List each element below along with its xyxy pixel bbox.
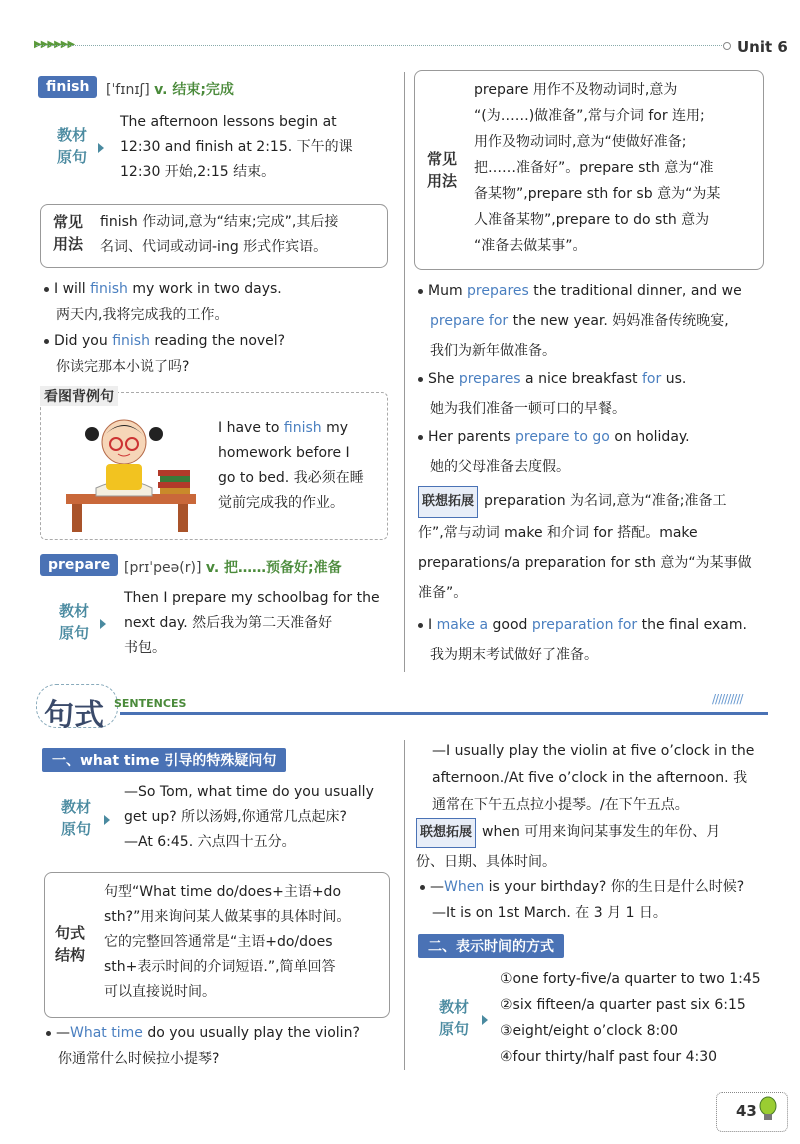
label-line: 结构 (54, 946, 85, 964)
text-line: preparations/a preparation for sth 意为“为某事做 (418, 555, 752, 571)
section-bar (120, 712, 768, 715)
keyword: finish (90, 281, 128, 297)
arrow-icon (100, 619, 106, 629)
sentences-extension (416, 818, 772, 876)
arrow-icon (482, 1015, 488, 1025)
unit-label: Unit 6 (737, 38, 788, 56)
label-line: 用法 (52, 235, 83, 253)
text-line: 书包。 (124, 640, 166, 656)
structure-label (52, 922, 88, 966)
text: — (56, 1025, 70, 1041)
text-line: 作”,常与动词 make 和介词 for 搭配。make (418, 525, 698, 541)
text-line: 用作及物动词时,意为“使做好准备; (474, 134, 687, 150)
keyword: finish (283, 420, 322, 436)
text: is your birthday? 你的生日是什么时候? (484, 879, 745, 895)
finish-phonetic-line (106, 79, 234, 99)
text-line: get up? 所以汤姆,你通常几点起床? (124, 809, 347, 825)
text-line: —At 6:45. 六点四十五分。 (124, 834, 296, 850)
text-line: 12:30 and finish at 2:15. 下午的课 (120, 139, 353, 155)
label-line: 教材 (438, 998, 469, 1016)
text: my work in two days. (127, 281, 282, 297)
label-line: 用法 (426, 172, 457, 190)
word-tag-prepare: prepare (40, 554, 118, 576)
translation: 我们为新年做准备。 (430, 343, 556, 359)
text: the final exam. (637, 617, 747, 633)
text-line: 准备”。 (418, 585, 468, 601)
time-expressions (500, 966, 776, 1070)
header-rule (36, 45, 722, 46)
girl-studying-illustration (66, 408, 196, 532)
bullet-icon (420, 885, 425, 890)
text: I have to (218, 420, 284, 436)
keyword: finish (112, 333, 150, 349)
column-divider-2 (404, 740, 405, 1070)
bullet-icon (44, 287, 49, 292)
text: I (428, 617, 437, 633)
finish-example-1 (44, 276, 394, 328)
bullet-icon (44, 339, 49, 344)
text-line: The afternoon lessons begin at (120, 114, 337, 130)
translation: 她的父母准备去度假。 (430, 459, 570, 475)
text-line: 12:30 开始,2:15 结束。 (120, 164, 276, 180)
keyword: make a (436, 617, 489, 633)
section-title: 句式 (44, 698, 104, 733)
prepare-phonetic-line (124, 557, 342, 577)
label-line: 原句 (60, 820, 91, 838)
text: on holiday. (609, 429, 690, 445)
text-line: 句型“What time do/does+主语+do (104, 884, 342, 900)
subsection-band-1: 一、what time 引导的特殊疑问句 (42, 748, 286, 772)
keyword: When (444, 879, 485, 895)
sentences-example-2 (420, 874, 774, 926)
text: the traditional dinner, and we (528, 283, 742, 299)
bullet-icon (418, 377, 423, 382)
sentences-example-1 (46, 1020, 398, 1072)
bullet-icon (418, 435, 423, 440)
finish-phonetic: [ˈfɪnɪʃ] (106, 82, 150, 98)
answer: —It is on 1st March. 在 3 月 1 日。 (432, 905, 667, 921)
text-line: Then I prepare my schoolbag for the (124, 590, 380, 606)
page-number: 43 (736, 1102, 757, 1120)
finish-meaning: v. 结束;完成 (154, 82, 234, 98)
text-line: finish 作动词,意为“结束;完成”,其后接 (100, 214, 339, 230)
label-line: 句式 (54, 924, 85, 942)
text: do you usually play the violin? (142, 1025, 360, 1041)
prepare-example-2 (418, 364, 770, 424)
text: — (430, 879, 444, 895)
prepare-phonetic: [prɪˈpeə(r)] (124, 560, 202, 576)
extension-tag: 联想拓展 (416, 818, 476, 848)
text-line: next day. 然后我为第二天准备好 (124, 615, 333, 631)
text-line: 通常在下午五点拉小提琴。/在下午五点。 (432, 797, 689, 813)
header-arrows-decoration: ▶▶▶▶▶▶ (34, 39, 75, 50)
prepare-source-text (124, 586, 382, 661)
header-circle-icon (723, 42, 731, 50)
bullet-icon (418, 623, 423, 628)
label-line: 教材 (58, 602, 89, 620)
text-line: “准备去做某事”。 (474, 238, 587, 254)
keyword: prepares (467, 283, 529, 299)
time-item: ③eight/eight o’clock 8:00 (500, 1023, 679, 1039)
keyword: preparation for (531, 617, 638, 633)
text: us. (661, 371, 687, 387)
keyword: prepare to go (514, 429, 610, 445)
time-source-label (436, 996, 472, 1040)
text-line: 名词、代词或动词-ing 形式作宾语。 (100, 239, 328, 255)
column-divider (404, 72, 405, 672)
label-line: 教材 (56, 126, 87, 144)
text-line: 它的完整回答通常是“主语+do/does (104, 934, 333, 950)
text: Her parents (428, 429, 515, 445)
text: I will (54, 281, 91, 297)
section-subtitle: SENTENCES (114, 697, 187, 710)
label-line: 教材 (60, 798, 91, 816)
prepare-example-3 (418, 422, 770, 482)
text: She (428, 371, 459, 387)
label-line: 原句 (56, 148, 87, 166)
finish-source-text (120, 110, 382, 185)
translation: 你读完那本小说了吗? (56, 359, 190, 375)
time-item: ④four thirty/half past four 4:30 (500, 1049, 718, 1065)
label-line: 常见 (426, 150, 457, 168)
text-line: sth?”用来询问某人做某事的具体时间。 (104, 909, 351, 925)
label-line: 常见 (52, 213, 83, 231)
text: Mum (428, 283, 468, 299)
picture-box-title: 看图背例句 (40, 386, 118, 406)
keyword: What time (70, 1025, 143, 1041)
text: reading the novel? (149, 333, 286, 349)
text: my (321, 420, 349, 436)
text-line: 人准备某物”,prepare to do sth 意为 (474, 212, 710, 228)
time-item: ②six fifteen/a quarter past six 6:15 (500, 997, 746, 1013)
text-line: afternoon./At five o’clock in the afternoon. 我 (432, 770, 748, 786)
prepare-meaning: v. 把……预备好;准备 (205, 560, 342, 576)
arrow-icon (104, 815, 110, 825)
text-line: 备某物”,prepare sth for sb 意为“为某 (474, 186, 721, 202)
finish-usage-text (100, 210, 382, 260)
prepare-usage-label (424, 148, 460, 192)
text-line: “(为……)做准备”,常与介词 for 连用; (474, 108, 705, 124)
structure-text (104, 880, 384, 1005)
text: good (488, 617, 532, 633)
label-line: 原句 (438, 1020, 469, 1038)
text: a nice breakfast (520, 371, 642, 387)
lightbulb-icon (758, 1096, 778, 1122)
prepare-source-label (56, 600, 92, 644)
finish-usage-label (50, 211, 86, 255)
finish-example-2 (44, 328, 394, 380)
translation: 我为期末考试做好了准备。 (430, 647, 598, 663)
subsection-band-2: 二、表示时间的方式 (418, 934, 564, 958)
prepare-extension (418, 486, 768, 608)
text: preparation 为名词,意为“准备;准备工 (484, 493, 727, 509)
section-slashes-decoration: ////////// (712, 692, 743, 706)
text-line: 把……准备好”。prepare sth 意为“准 (474, 160, 714, 176)
keyword: prepare for (430, 313, 509, 329)
translation: 她为我们准备一顿可口的早餐。 (430, 401, 626, 417)
text: Did you (54, 333, 113, 349)
arrow-icon (98, 143, 104, 153)
translation: 你通常什么时候拉小提琴? (58, 1051, 220, 1067)
sentences-source-label (58, 796, 94, 840)
text-line: 份、日期、具体时间。 (416, 854, 556, 870)
picture-example-text (218, 416, 374, 516)
prepare-example-1 (418, 276, 770, 366)
text-line: sth+表示时间的介词短语.”,简单回答 (104, 959, 336, 975)
translation: 两天内,我将完成我的工作。 (56, 307, 229, 323)
text: when 可用来询问某事发生的年份、月 (482, 824, 721, 840)
text-line: 可以直接说时间。 (104, 984, 216, 1000)
time-item: ①one forty-five/a quarter to two 1:45 (500, 971, 761, 987)
text-line: prepare 用作不及物动词时,意为 (474, 82, 678, 98)
keyword: prepares (458, 371, 521, 387)
finish-source-label (54, 124, 90, 168)
sentences-source-text (124, 780, 386, 855)
bullet-icon (46, 1031, 51, 1036)
text: the new year. 妈妈准备传统晚宴, (508, 313, 729, 329)
text-line: —So Tom, what time do you usually (124, 784, 374, 800)
text-line: go to bed. 我必须在睡 (218, 470, 364, 486)
label-line: 原句 (58, 624, 89, 642)
text-line: —I usually play the violin at five o’clock in the (432, 743, 755, 759)
extension-tag: 联想拓展 (418, 486, 478, 518)
word-tag-finish: finish (38, 76, 97, 98)
prepare-usage-text (474, 77, 754, 259)
keyword: for (642, 371, 662, 387)
prepare-example-4 (418, 610, 770, 670)
text-line: 觉前完成我的作业。 (218, 495, 344, 511)
text-line: homework before I (218, 445, 350, 461)
bullet-icon (418, 289, 423, 294)
sentences-answer-text (432, 738, 772, 819)
